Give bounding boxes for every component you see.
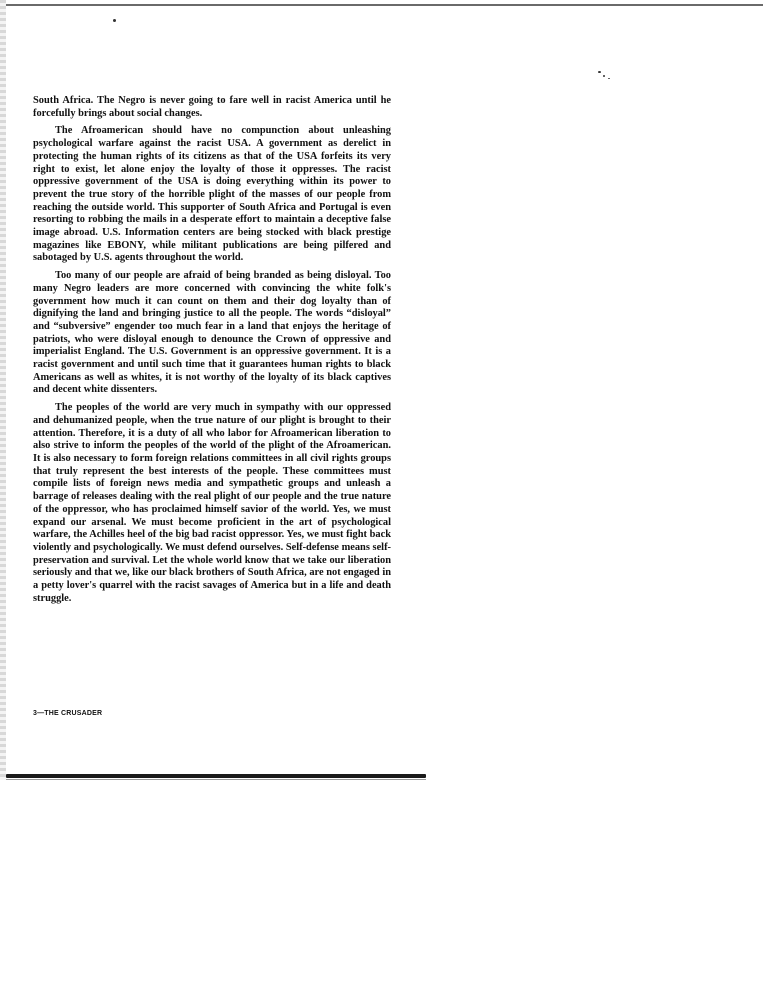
page-footer: 3—THE CRUSADER [33,710,103,717]
bottom-rule-shadow [6,779,426,780]
page-edge [0,0,6,780]
article-paragraph: South Africa. The Negro is never going to fare well in racist America until he forcefully brings about social changes. [33,95,391,119]
top-rule [0,4,763,6]
article-paragraph: The Afroamerican should have no compunction about unleashing psychological warfare against the racist USA. A government as derelict in protecting the human rights of its citizens as that of the USA forfeits its very right to exist, let alone enjoy the loyalty of those it oppresses. The racist oppressive government of the USA is doing everything within its power to prevent the true story of the horrible plight of the masses of our people from reaching the outside world. This supporter of South Africa and Portugal is even resorting to robbing the mails in a desperate effort to maintain a deceptive false image abroad. U.S. Information centers are being stocked with black prestige magazines like EBONY, while militant publications are being pilfered and sabotaged by U.S. agents throughout the world. [33,125,391,264]
scan-speck [603,75,605,77]
scan-speck [113,19,116,22]
scan-speck [598,71,601,73]
bottom-rule [6,774,426,778]
article-paragraph: The peoples of the world are very much in sympathy with our oppressed and dehumanized people, when the true nature of our plight is brought to their attention. Therefore, it is a duty of all who labor for Afroamerican liberation to also strive to inform the peoples of the world of the plight of the Afroamerican. It is also necessary to form foreign relations committees in all civil rights groups that truly represent the best interests of the people. These committees must compile lists of foreign news media and sympathetic groups and unleash a barrage of releases dealing with the real plight of our people and the true nature of the oppressor, who has proclaimed himself savior of the world. Yes, we must expand our arsenal. We must become proficient in the art of psychological warfare, the Achilles heel of the big bad racist oppressor. Yes, we must fight back violently and psychologically. We must defend ourselves. Self-defense means self-preservation and survival. Let the whole world know that we take our liberation seriously and that we, like our black brothers of South Africa, are not engaged in a petty lover's quarrel with the racist savages of America but in a life and death struggle. [33,402,391,604]
article-column [33,95,391,610]
scan-speck [608,78,610,79]
article-paragraph: Too many of our people are afraid of being branded as being disloyal. Too many Negro leaders are more concerned with convincing the white folk's government how much it can count on them and their dog loyalty than of dignifying the land and bringing justice to all the people. The words “disloyal” and “subversive” engender too much fear in a land that enjoys the heritage of patriots, who were disloyal enough to denounce the Crown of oppressive and imperialist England. The U.S. Government is an oppressive government. It is a racist government and until such time that it guarantees human rights to black Americans as well as whites, it is not worthy of the loyalty of its black captives and decent white dissenters. [33,270,391,396]
